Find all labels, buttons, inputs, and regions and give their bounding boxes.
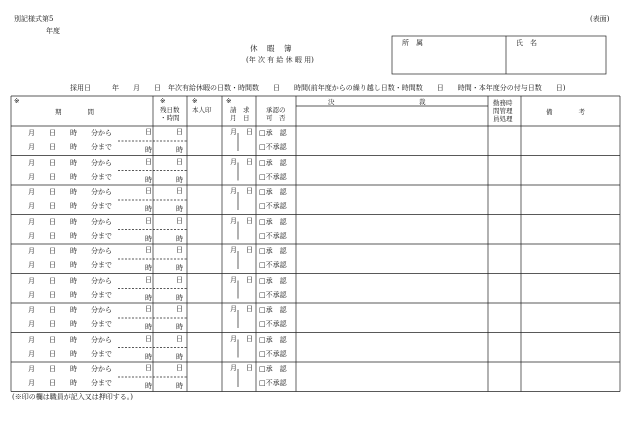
approve-checkbox[interactable]: □承 認 <box>259 188 287 196</box>
period-to-text: 月 日 時 分まで <box>28 320 112 328</box>
admin-header-3: 員処理 <box>493 115 513 123</box>
seal-header: 本人印 <box>192 106 212 114</box>
period-from-text: 月 日 時 分から <box>28 247 112 255</box>
approve-checkbox[interactable]: □承 認 <box>259 247 287 255</box>
disapprove-checkbox[interactable]: □不承認 <box>259 349 287 358</box>
remaining-hour-label: 時 <box>145 382 152 390</box>
period-from-text: 月 日 時 分から <box>28 306 112 314</box>
request-day-label: 日 <box>246 187 253 195</box>
request-day-label: 日 <box>246 246 253 254</box>
request-month-label: 月 <box>230 157 237 166</box>
approval-header-2: 可 否 <box>266 114 286 122</box>
period-to-text: 月 日 時 分まで <box>28 172 112 181</box>
approve-checkbox[interactable]: □承 認 <box>259 306 287 314</box>
remaining-hour-label: 時 <box>145 264 152 272</box>
remaining-day-label: 日 <box>145 275 152 284</box>
remaining-hour-label: 時 <box>176 234 183 243</box>
period-to-text: 月 日 時 分まで <box>28 261 112 269</box>
disapprove-checkbox[interactable]: □不承認 <box>259 320 287 328</box>
hire-summary-line: 採用日 年 月 日 年次有給休暇の日数・時間数 日 時間(前年度からの繰り越し日数・時間数 日 時間・本年度分の付与日数 日) <box>70 84 566 92</box>
remaining-day-label: 日 <box>145 305 152 313</box>
request-day-label: 日 <box>246 128 253 136</box>
request-day-label: 日 <box>246 364 253 372</box>
remaining-day-label: 日 <box>145 246 152 254</box>
request-month-label: 月 <box>230 216 237 225</box>
remaining-hour-label: 時 <box>176 175 183 184</box>
remaining-hour-label: 時 <box>145 146 152 154</box>
remaining-day-label: 日 <box>176 128 183 136</box>
remaining-day-label: 日 <box>176 157 183 166</box>
period-to-text: 月 日 時 分まで <box>28 379 112 387</box>
period-to-text: 月 日 時 分まで <box>28 143 112 151</box>
name-label: 氏 名 <box>516 39 537 47</box>
remaining-day-label: 日 <box>145 187 152 195</box>
disapprove-checkbox[interactable]: □不承認 <box>259 261 287 269</box>
request-header-1: 請 求 <box>230 106 250 114</box>
disapprove-checkbox[interactable]: □不承認 <box>259 143 287 151</box>
period-from-text: 月 日 時 分から <box>28 335 112 344</box>
approve-checkbox[interactable]: □承 認 <box>259 217 287 226</box>
approve-checkbox[interactable]: □承 認 <box>259 335 287 344</box>
period-from-text: 月 日 時 分から <box>28 129 112 137</box>
remaining-hour-label: 時 <box>145 205 152 213</box>
period-from-text: 月 日 時 分から <box>28 188 112 196</box>
disapprove-checkbox[interactable]: □不承認 <box>259 379 287 387</box>
request-day-label: 日 <box>246 157 253 166</box>
remaining-day-label: 日 <box>176 275 183 284</box>
decision-header: 決 裁 <box>328 98 426 106</box>
remaining-header-1: 残日数 <box>160 106 180 114</box>
request-month-label: 月 <box>230 246 237 254</box>
footnote: (※印の欄は職員が記入又は押印する。) <box>12 393 133 401</box>
request-day-label: 日 <box>246 305 253 313</box>
period-mark: ※ <box>14 97 20 105</box>
period-from-text: 月 日 時 分から <box>28 365 112 373</box>
remaining-day-label: 日 <box>176 305 183 313</box>
request-day-label: 日 <box>246 275 253 284</box>
request-month-label: 月 <box>230 334 237 343</box>
remaining-header-2: ・時間 <box>160 114 180 122</box>
remaining-hour-label: 時 <box>145 323 152 331</box>
disapprove-checkbox[interactable]: □不承認 <box>259 172 287 181</box>
remaining-hour-label: 時 <box>176 382 183 390</box>
period-from-text: 月 日 時 分から <box>28 158 112 167</box>
fiscal-year-label: 年度 <box>46 27 60 35</box>
remaining-hour-label: 時 <box>176 146 183 154</box>
period-to-text: 月 日 時 分まで <box>28 349 112 358</box>
admin-header-1: 勤務時 <box>493 99 513 107</box>
form-title: 休 暇 簿 <box>250 44 293 53</box>
disapprove-checkbox[interactable]: □不承認 <box>259 290 287 299</box>
period-to-text: 月 日 時 分まで <box>28 231 112 240</box>
remaining-hour-label: 時 <box>176 264 183 272</box>
approve-checkbox[interactable]: □承 認 <box>259 276 287 285</box>
seal-mark: ※ <box>192 97 198 105</box>
period-from-text: 月 日 時 分から <box>28 276 112 285</box>
approve-checkbox[interactable]: □承 認 <box>259 129 287 137</box>
request-month-label: 月 <box>230 305 237 313</box>
remaining-day-label: 日 <box>145 364 152 372</box>
remaining-day-label: 日 <box>176 187 183 195</box>
page-side-label: (表面) <box>590 15 610 23</box>
disapprove-checkbox[interactable]: □不承認 <box>259 231 287 240</box>
remaining-day-label: 日 <box>176 364 183 372</box>
request-month-label: 月 <box>230 187 237 195</box>
approve-checkbox[interactable]: □承 認 <box>259 158 287 167</box>
period-header: 期 間 <box>55 108 94 116</box>
remaining-hour-label: 時 <box>176 205 183 213</box>
admin-header-2: 間管理 <box>493 107 513 115</box>
remaining-hour-label: 時 <box>145 234 152 243</box>
remaining-hour-label: 時 <box>145 175 152 184</box>
request-day-label: 日 <box>246 216 253 225</box>
remaining-hour-label: 時 <box>145 293 152 302</box>
remaining-hour-label: 時 <box>176 293 183 302</box>
remaining-hour-label: 時 <box>176 352 183 361</box>
request-month-label: 月 <box>230 275 237 284</box>
period-to-text: 月 日 時 分まで <box>28 202 112 210</box>
request-header-2: 月 日 <box>230 114 250 122</box>
request-month-label: 月 <box>230 364 237 372</box>
remaining-day-label: 日 <box>145 334 152 343</box>
approve-checkbox[interactable]: □承 認 <box>259 365 287 373</box>
remaining-day-label: 日 <box>176 246 183 254</box>
remaining-hour-label: 時 <box>145 352 152 361</box>
remaining-day-label: 日 <box>176 216 183 225</box>
period-to-text: 月 日 時 分まで <box>28 290 112 299</box>
disapprove-checkbox[interactable]: □不承認 <box>259 202 287 210</box>
approval-header-1: 承認の <box>266 106 286 114</box>
request-mark: ※ <box>226 97 232 105</box>
form-subtitle: (年 次 有 給 休 暇 用) <box>246 56 314 64</box>
remaining-day-label: 日 <box>145 128 152 136</box>
remarks-header: 備 考 <box>546 108 585 116</box>
remaining-hour-label: 時 <box>176 323 183 331</box>
affiliation-label: 所 属 <box>402 39 423 47</box>
remaining-day-label: 日 <box>176 334 183 343</box>
request-month-label: 月 <box>230 128 237 136</box>
period-from-text: 月 日 時 分から <box>28 217 112 226</box>
form-number: 別記様式第5 <box>14 15 54 23</box>
remaining-day-label: 日 <box>145 216 152 225</box>
request-day-label: 日 <box>246 334 253 343</box>
remaining-mark: ※ <box>160 97 166 105</box>
remaining-day-label: 日 <box>145 157 152 166</box>
